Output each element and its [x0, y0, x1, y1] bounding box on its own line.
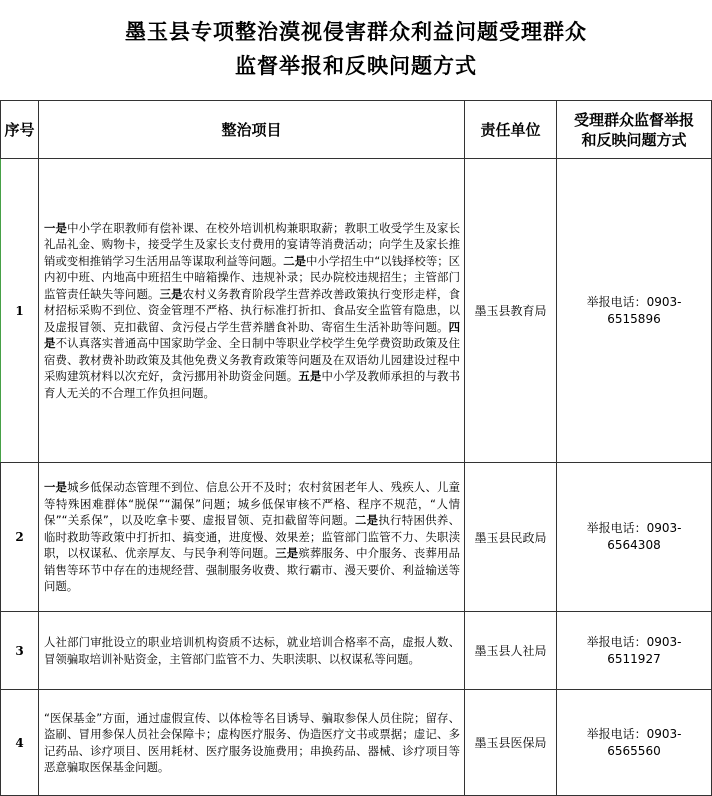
item-lead: 一是	[44, 480, 68, 495]
row-items	[39, 612, 465, 690]
item-text: 执行特困供养、临时救助等政策中打折扣、搞变通，进度慢、效果差；监管部门监管不力、失职渎职，以权谋私、优亲厚友、与民争利等问题。	[44, 513, 460, 561]
row-seq: 4	[1, 690, 39, 796]
row-contact	[557, 612, 712, 690]
row-seq: 3	[1, 612, 39, 690]
item-text: 中小学及教师承担的与教书育人无关的不合理工作负担问题。	[44, 369, 460, 400]
row-contact	[557, 463, 712, 612]
contact-number: 6515896	[607, 311, 661, 326]
title-line-1: 墨玉县专项整治漠视侵害群众利益问题受理群众	[125, 20, 587, 44]
header-contact-line-2: 和反映问题方式	[581, 130, 687, 149]
item-text: 中小学在职教师有偿补课、在校外培训机构兼职取薪；教职工收受学生及家长礼品礼金、购物卡，接受学生及家长支付费用的宴请等消费活动；向学生及家长推销或变相推销学习生活用品等谋取利益等问题。	[44, 220, 460, 268]
contact-label: 举报电话：0903-	[586, 726, 682, 741]
contact-number: 6564308	[607, 538, 661, 552]
item-lead: 三是	[159, 286, 183, 301]
header-item: 整治项目	[39, 101, 465, 159]
header-unit: 责任单位	[465, 101, 557, 159]
contact-number: 6511927	[607, 651, 661, 666]
item-text: 殡葬服务、中介服务、丧葬用品销售等环节中存在的违规经营、强制服务收费、欺行霸市、漫天要价、利益输送等问题。	[44, 546, 460, 594]
contact-label: 举报电话：0903-	[586, 634, 682, 649]
row-items	[39, 463, 465, 612]
header-contact	[557, 101, 712, 159]
contact-label: 举报电话：0903-	[586, 294, 682, 309]
item-lead: 二是	[354, 513, 379, 528]
item-lead: 一是	[44, 220, 68, 235]
header-seq: 序号	[1, 101, 39, 159]
row-unit: 墨玉县民政局	[465, 463, 557, 612]
table-header-row	[1, 101, 712, 159]
row-items	[39, 690, 465, 796]
table-row	[1, 463, 712, 612]
row-unit: 墨玉县教育局	[465, 159, 557, 463]
row-contact	[557, 159, 712, 463]
row-unit: 墨玉县人社局	[465, 612, 557, 690]
row-unit: 墨玉县医保局	[465, 690, 557, 796]
item-text: 农村义务教育阶段学生营养改善政策执行变形走样，食材招标采购不到位、资金管理不严格、执行标准打折扣、食品安全监管有隐患，以及虚报冒领、克扣截留、贪污侵占学生营养膳食补助、寄宿生生活补助等问题。	[44, 286, 460, 334]
item-lead: 五是	[298, 369, 322, 384]
item-text: 城乡低保动态管理不到位、信息公开不及时；农村贫困老年人、残疾人、儿童等特殊困难群体“脱保”“漏保”问题；城乡低保审核不严格、程序不规范，“人情保”“关系保”，以及吃拿卡要、虚报冒领、克扣截留等问题。	[44, 480, 460, 528]
row-contact	[557, 690, 712, 796]
table-row	[1, 612, 712, 690]
item-text: 不认真落实普通高中国家助学金、全日制中等职业学校学生免学费资助政策及住宿费、教材费补助政策及其他免费义务教育政策等问题及在双语幼儿园建设过程中采购建筑材料以次充好，贪污挪用补助资金问题。	[44, 336, 460, 384]
contact-label: 举报电话：0903-	[586, 521, 682, 535]
item-lead: 二是	[283, 253, 307, 268]
table-row	[1, 690, 712, 796]
page-title	[0, 0, 712, 100]
row-seq: 2	[1, 463, 39, 612]
row-items	[39, 159, 465, 463]
item-lead: 四是	[44, 319, 460, 351]
title-line-2: 监督举报和反映问题方式	[235, 54, 477, 78]
item-text: “医保基金”方面，通过虚假宣传、以体检等名目诱导、骗取参保人员住院；留存、盗刷、冒用参保人员社会保障卡；虚构医疗服务、伪造医疗文书或票据；虚记、多记药品、诊疗项目、医用耗材、医疗服务设施费用；串换药品、器械、诊疗项目等恶意骗取医保基金问题。	[44, 710, 460, 774]
contact-number: 6565560	[607, 743, 661, 758]
row-seq: 1	[1, 159, 39, 463]
issue-table	[0, 100, 712, 796]
header-contact-line-1: 受理群众监督举报	[573, 110, 694, 129]
item-lead: 三是	[275, 546, 299, 561]
table-row	[1, 159, 712, 463]
item-text: 人社部门审批设立的职业培训机构资质不达标，就业培训合格率不高，虚报人数、冒领骗取培训补贴资金，主管部门监管不力、失职渎职、以权谋私等问题。	[44, 635, 460, 666]
item-text: 中小学招生中“以钱择校等；区内初中班、内地高中班招生中暗箱操作、违规补录；民办院校违规招生；主管部门监管责任缺失等问题。	[44, 253, 460, 301]
